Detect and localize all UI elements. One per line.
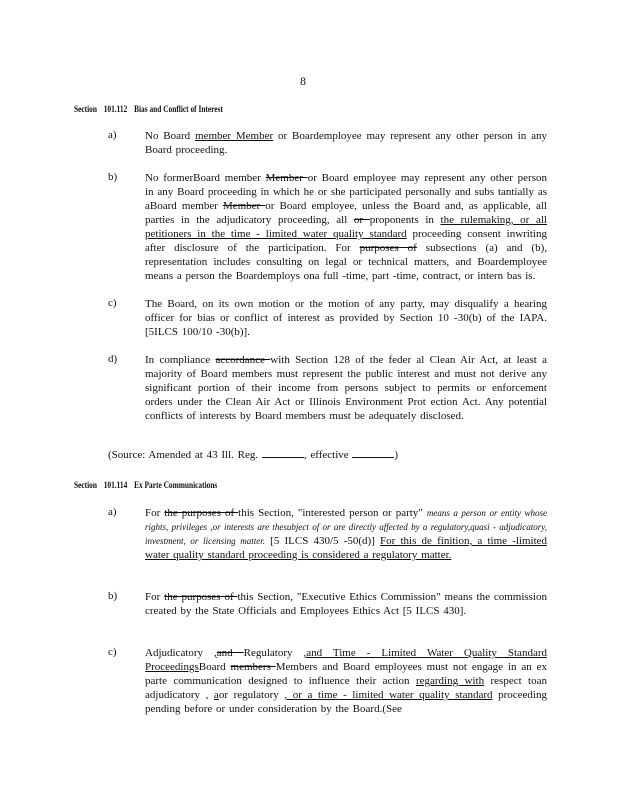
item-label-b: b) (108, 171, 118, 183)
page-number: 8 (300, 74, 306, 88)
text-run: , effective (303, 449, 353, 461)
inserted-text: , or a time - limited water quality standard (284, 689, 493, 701)
section-title: Bias and Conflict of Interest (134, 104, 223, 114)
item-label-c: c) (108, 646, 117, 658)
blank-line (262, 448, 304, 458)
inserted-text: a (213, 689, 219, 701)
item-label-d: d) (108, 353, 118, 365)
text-run: Members and Board employees must not engage in an ex parte communication designed to influence their action (145, 661, 547, 687)
deleted-text: Member (222, 200, 266, 212)
text-run: For (145, 507, 165, 519)
section-number: 101.114 (103, 480, 128, 490)
deleted-text: accordance (215, 354, 271, 366)
inserted-text: , (214, 647, 217, 659)
text-run: with Section 128 of the feder al Clean Air Act, at least a majority of Board members must represent the public interest and must not derive any significant portion of their income from persons subject to permits or enforcement orders under the Clean Air Act or Illinois Environment Prot ection Act. Any potential conflicts of interests by Board members must be adequately disclosed. (145, 354, 547, 422)
text-run: or Board employee, unless the Board and, as applicable, all parties in the adjudicatory proceeding, all (145, 200, 547, 226)
item-label-b: b) (108, 590, 118, 602)
inserted-text: For this de finition, a time -limited water quality standard proceeding is considered a regulatory matter. (145, 535, 548, 561)
text-run: subsections (a) and (b), representation includes consulting on legal or technical matters, and Boardemployee means a person the Boardemploys ona full -time, part -time, contract, or intern bas is. (145, 242, 547, 282)
deleted-text: purposes of (359, 242, 417, 254)
section-word: Section (74, 104, 97, 114)
inserted-text: regarding with (415, 675, 485, 687)
inserted-text: member Member (195, 130, 274, 142)
text-run: or regulatory (218, 689, 285, 701)
item-label-c: c) (108, 297, 117, 309)
item-label-a: a) (108, 506, 117, 518)
text-run: proponents in (369, 214, 441, 226)
paragraph-d (145, 353, 547, 423)
text-run: proceeding consent inwriting after disclosure of the participation. For (145, 228, 547, 254)
text-run: Regulatory (243, 647, 304, 659)
deleted-text: or (353, 214, 370, 226)
deleted-text: the purposes of (164, 591, 238, 603)
paragraph-b (145, 590, 547, 618)
blank-line (352, 448, 394, 458)
paragraph-a (145, 129, 547, 157)
text-run: this Section, "Executive Ethics Commission" means the commission created by the State Officials and Employees Ethics Act [5 ILCS 430]. (145, 591, 547, 617)
text-run: No formerBoard member (145, 172, 266, 184)
text-run: this Section, "interested person or party" (238, 507, 427, 519)
text-run: ) (394, 449, 399, 461)
quoted-definition: means a person or entity whose rights, privileges ,or interests are thesubject of or are directly affected by a regulatory,quasi - adjudicatory, investment, or licensing matter. (145, 508, 548, 546)
paragraph-c (145, 646, 547, 716)
paragraph-a (145, 506, 547, 562)
text-run: In compliance (145, 354, 216, 366)
paragraph-c: The Board, on its own motion or the motion of any party, may disqualify a hearing officer for bias or conflict of interest as provided by Section 10 -30(b) of the IAPA. [5ILCS 100/10 -30(b)]. (145, 298, 547, 338)
text-run: For (145, 591, 165, 603)
inserted-text: ,and Time - Limited Water Quality Standard Proceedings (145, 647, 547, 673)
section-heading-101-112 (74, 104, 228, 114)
item-label-a: a) (108, 129, 117, 141)
text-run: No Board (145, 130, 196, 142)
text-run: Adjudicatory (145, 647, 215, 659)
section-heading-101-114 (74, 480, 222, 490)
inserted-text: the rulemaking, or all petitioners in the time - limited water quality standard (145, 214, 547, 240)
paragraph-b (145, 171, 547, 283)
deleted-text: members (230, 661, 276, 673)
text-run: (Source: Amended at 43 Ill. Reg. (108, 449, 262, 461)
text-run: [5 ILCS 430/5 -50(d)] (265, 535, 381, 547)
text-run: respect toan adjudicatory , (145, 675, 547, 701)
text-run: proceeding pending before or under consideration by the Board.(See (145, 689, 547, 715)
text-run: or Board employee may represent any other person in any Board proceeding in which he or she participated personally and subs tantially as aBoard member (145, 172, 547, 212)
source-note (108, 448, 548, 462)
deleted-text: and (216, 647, 244, 659)
section-title: Ex Parte Communications (134, 480, 218, 490)
text-run: Board (198, 661, 231, 673)
deleted-text: Member (265, 172, 308, 184)
section-word: Section (74, 480, 97, 490)
deleted-text: the purposes of (164, 507, 239, 519)
section-number: 101.112 (103, 104, 128, 114)
text-run: or Boardemployee may represent any other person in any Board proceeding. (145, 130, 548, 156)
